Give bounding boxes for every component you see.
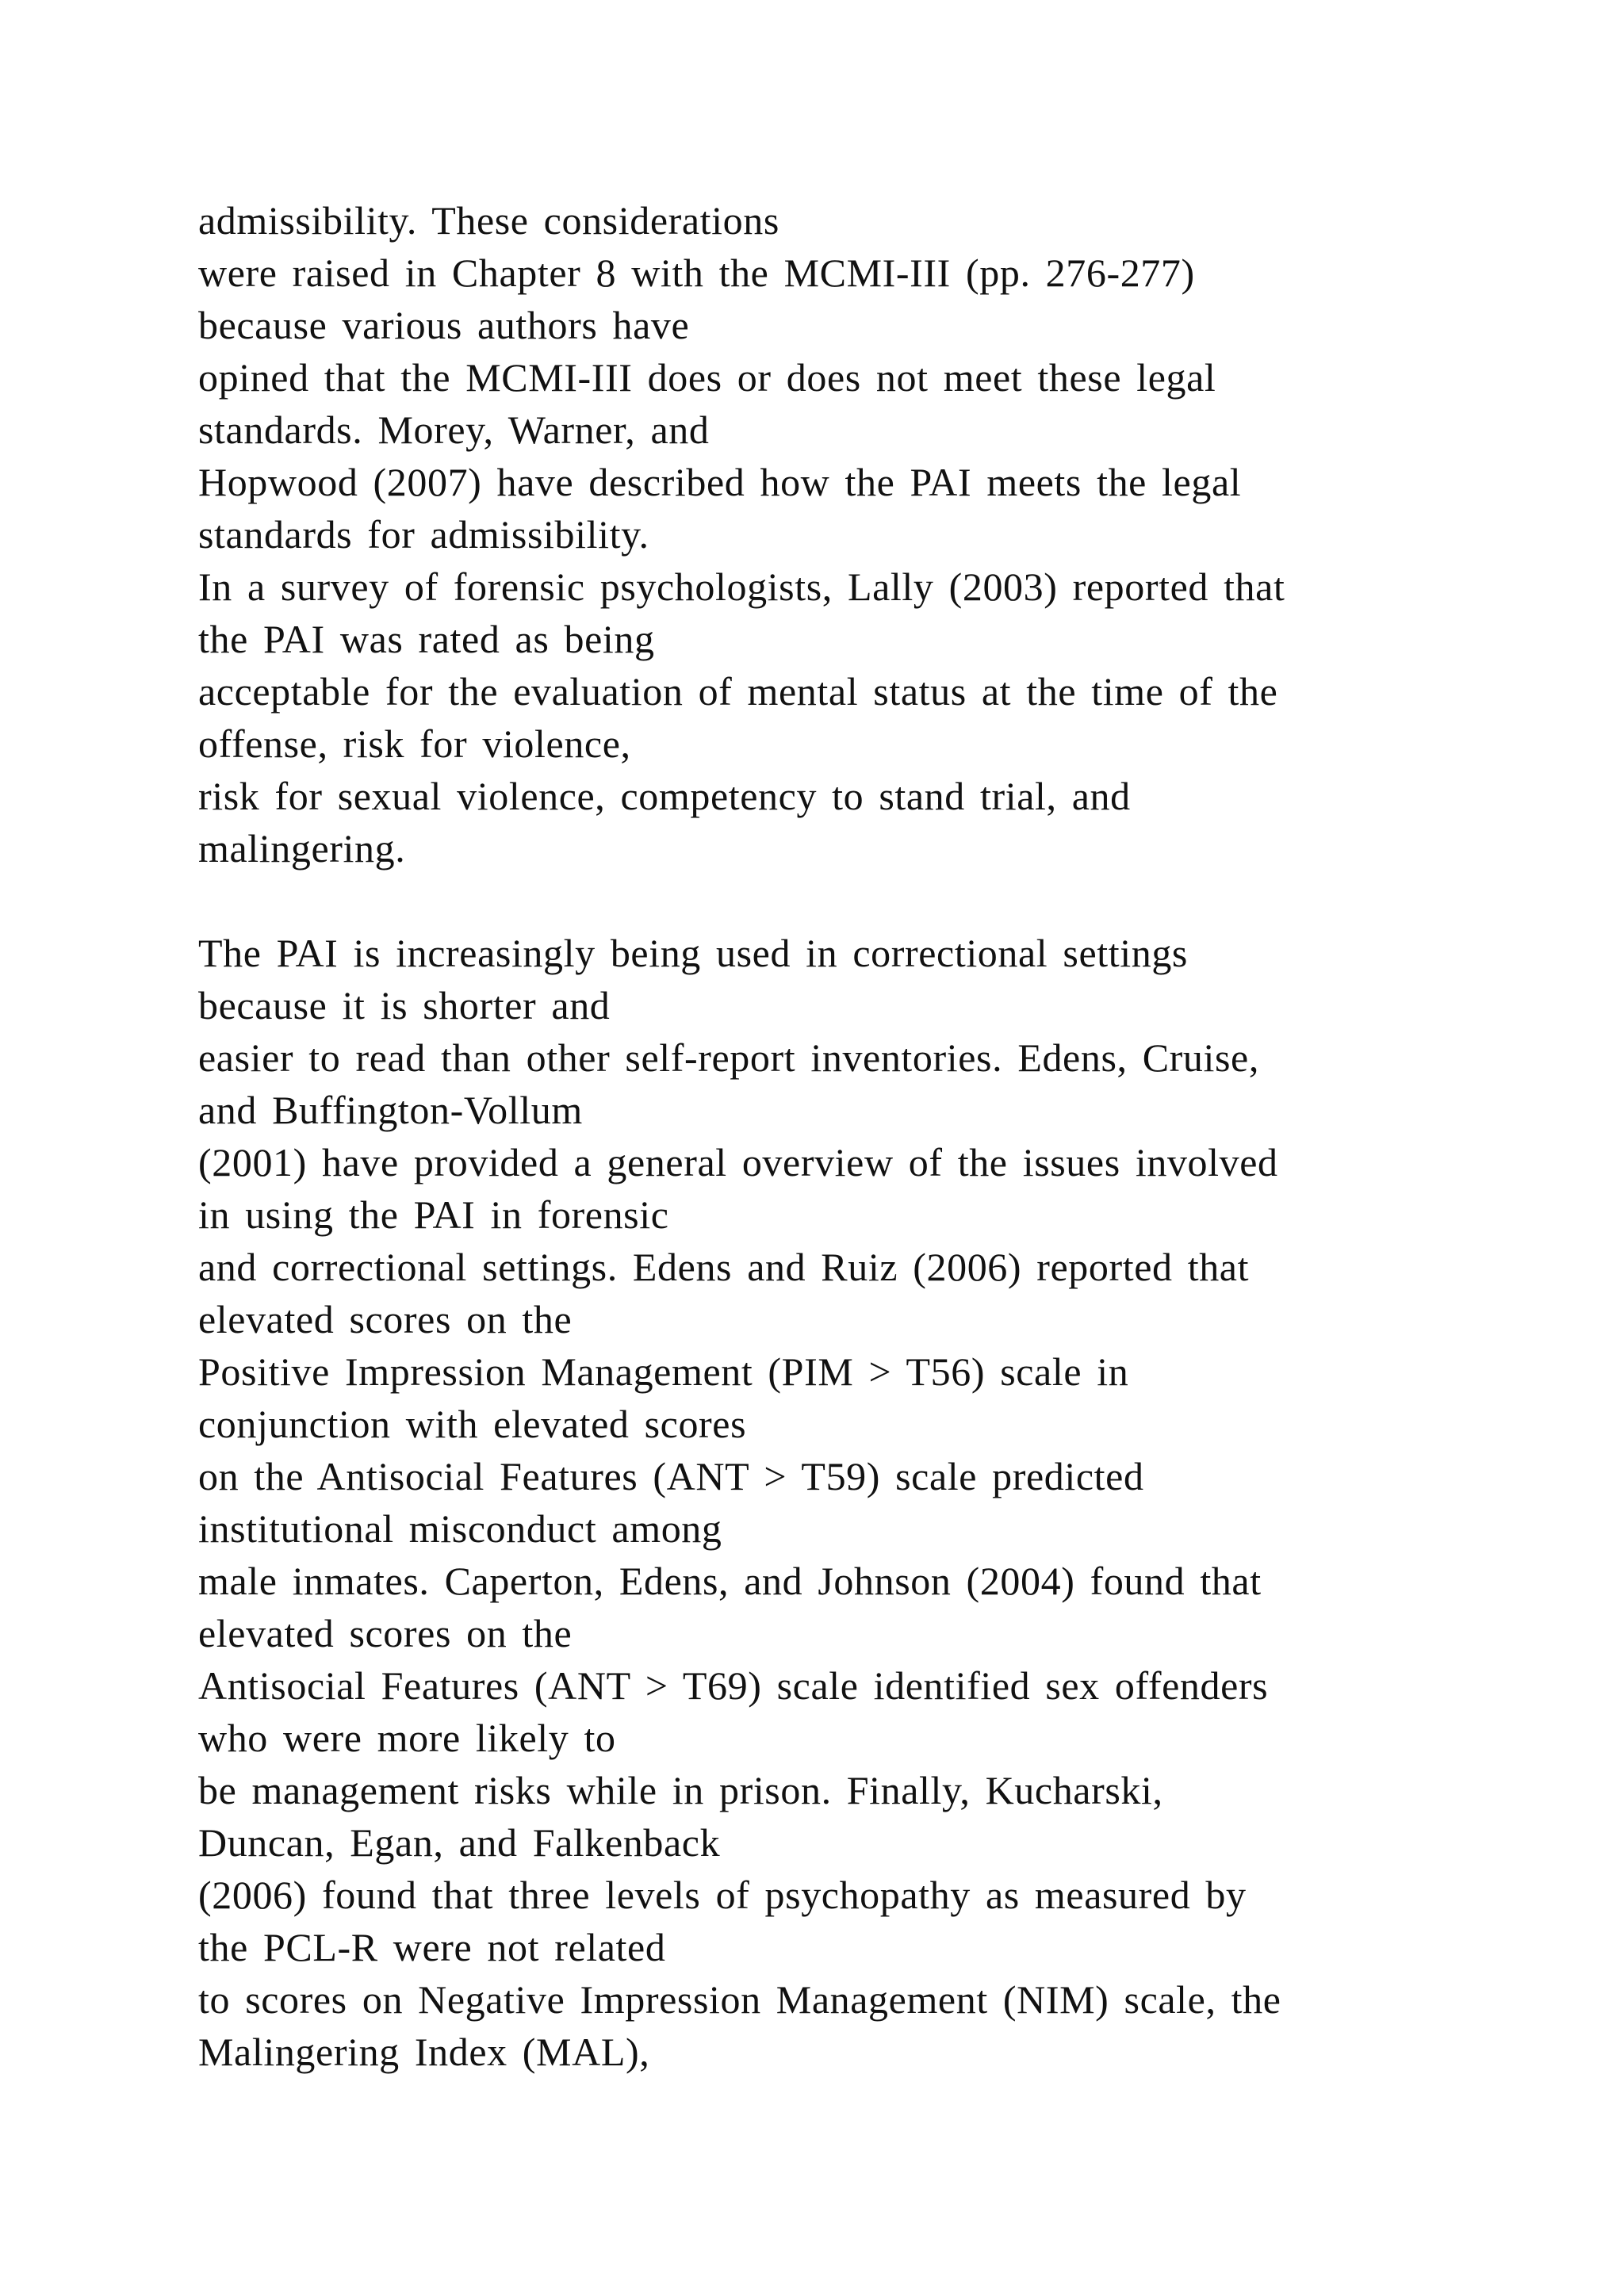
text-line: conjunction with elevated scores <box>198 1402 747 1446</box>
text-line: Duncan, Egan, and Falkenback <box>198 1820 721 1865</box>
text-line: (2006) found that three levels of psychopathy as measured by <box>198 1873 1247 1917</box>
text-line: Malingering Index (MAL), <box>198 2030 650 2074</box>
text-line: opined that the MCMI-III does or does not meet these legal <box>198 355 1216 400</box>
text-line: were raised in Chapter 8 with the MCMI-III (pp. 276-277) <box>198 251 1195 295</box>
text-line: Hopwood (2007) have described how the PAI meets the legal <box>198 460 1242 504</box>
text-line: Antisocial Features (ANT > T69) scale identified sex offenders <box>198 1663 1269 1708</box>
text-line: the PAI was rated as being <box>198 617 655 661</box>
text-line: the PCL-R were not related <box>198 1925 666 1969</box>
document-body <box>198 194 1546 2078</box>
text-line: and correctional settings. Edens and Ruiz (2006) reported that <box>198 1245 1250 1289</box>
text-line: Positive Impression Management (PIM > T56) scale in <box>198 1349 1129 1394</box>
text-line: to scores on Negative Impression Management (NIM) scale, the <box>198 1977 1281 2022</box>
text-line: because various authors have <box>198 303 690 347</box>
text-line: malingering. <box>198 826 406 871</box>
paragraph-2 <box>198 927 1546 2078</box>
paragraph-gap <box>198 874 1546 927</box>
text-line: admissibility. These considerations <box>198 198 779 243</box>
text-line: and Buffington-Vollum <box>198 1088 583 1132</box>
text-line: The PAI is increasingly being used in correctional settings <box>198 931 1188 975</box>
text-line: acceptable for the evaluation of mental status at the time of the <box>198 669 1278 714</box>
text-line: (2001) have provided a general overview of the issues involved <box>198 1140 1278 1184</box>
text-line: easier to read than other self-report inventories. Edens, Cruise, <box>198 1035 1259 1080</box>
text-line: in using the PAI in forensic <box>198 1192 669 1237</box>
text-line: on the Antisocial Features (ANT > T59) scale predicted <box>198 1454 1144 1498</box>
text-line: be management risks while in prison. Finally, Kucharski, <box>198 1768 1163 1812</box>
text-line: In a survey of forensic psychologists, Lally (2003) reported that <box>198 564 1285 609</box>
text-line: because it is shorter and <box>198 983 611 1027</box>
text-line: offense, risk for violence, <box>198 721 631 766</box>
text-line: standards. Morey, Warner, and <box>198 408 710 452</box>
text-line: male inmates. Caperton, Edens, and Johnson (2004) found that <box>198 1559 1262 1603</box>
text-line: elevated scores on the <box>198 1297 573 1341</box>
text-line: risk for sexual violence, competency to stand trial, and <box>198 774 1131 818</box>
text-line: elevated scores on the <box>198 1611 573 1655</box>
text-line: who were more likely to <box>198 1716 616 1760</box>
text-line: standards for admissibility. <box>198 512 649 557</box>
paragraph-1 <box>198 194 1546 874</box>
text-line: institutional misconduct among <box>198 1506 722 1551</box>
